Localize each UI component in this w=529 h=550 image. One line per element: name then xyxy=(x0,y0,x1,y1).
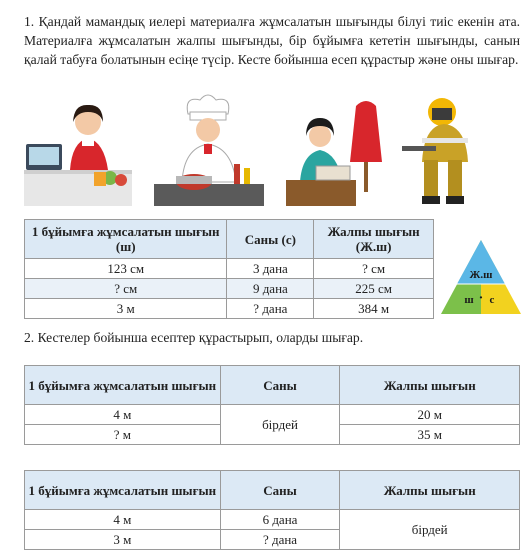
pyramid-dot: · xyxy=(478,291,484,306)
cell: 123 см xyxy=(25,259,227,279)
seamstress-illustration xyxy=(286,92,396,207)
cost-table-2 xyxy=(24,365,520,445)
header-total-cost: Жалпы шығын xyxy=(340,471,520,510)
merged-quantity-cell: бірдей xyxy=(220,405,340,445)
cell: 6 дана xyxy=(220,510,340,530)
cost-table-1 xyxy=(24,219,434,319)
table-row xyxy=(25,405,520,425)
cell: 4 м xyxy=(25,405,221,425)
cell: ? дана xyxy=(220,530,340,550)
cell: ? дана xyxy=(227,299,314,319)
header-cost-per-item: 1 бұйымға жұмсалатын шығын xyxy=(25,471,221,510)
cell: 3 м xyxy=(25,530,221,550)
profession-illustrations xyxy=(24,92,494,207)
cell: 20 м xyxy=(340,405,520,425)
cell: ? см xyxy=(25,279,227,299)
firefighter-illustration xyxy=(402,92,498,207)
cell: 3 м xyxy=(25,299,227,319)
header-quantity: Саны xyxy=(220,366,340,405)
table-row xyxy=(25,259,434,279)
pyramid-cost-label: ш xyxy=(464,294,474,306)
cell: 35 м xyxy=(340,425,520,445)
cost-table-3 xyxy=(24,470,520,550)
cell: 3 дана xyxy=(227,259,314,279)
merged-total-cell: бірдей xyxy=(340,510,520,550)
cell: 384 м xyxy=(314,299,434,319)
task-2-text: 2. Кестелер бойынша есептер құрастырып, оларды шығар. xyxy=(24,330,364,345)
header-cost-per-item: 1 бұйымға жұмсалатын шығын xyxy=(25,366,221,405)
chef-illustration xyxy=(154,92,264,207)
cashier-illustration xyxy=(24,92,134,207)
header-total-cost: Жалпы шығын xyxy=(340,366,520,405)
header-quantity: Саны xyxy=(220,471,340,510)
pyramid-quantity-label: с xyxy=(489,294,495,306)
task-1-text: 1. Қандай мамандық иелері материалға жұмсалатын шығынды білуі тиіс екенін ата. Материалға жұмсалатын жалпы шығынды, бір бұйымға кететін шығынды, санын қалай табуға болатынын есіңе түсір. Кесте бойынша есеп құрастыр және оны шығар. xyxy=(24,14,520,67)
cell: 4 м xyxy=(25,510,221,530)
cell: ? м xyxy=(25,425,221,445)
header-total-cost: Жалпы шығын (Ж.ш) xyxy=(314,220,434,259)
table-row xyxy=(25,279,434,299)
header-quantity: Саны (с) xyxy=(227,220,314,259)
cell: 9 дана xyxy=(227,279,314,299)
header-cost-per-item: 1 бұйымға жұмсалатын шығын (ш) xyxy=(25,220,227,259)
table-row xyxy=(25,510,520,530)
formula-pyramid xyxy=(441,240,521,314)
pyramid-total-label: Ж.ш xyxy=(469,269,493,281)
cell: 225 см xyxy=(314,279,434,299)
table-row xyxy=(25,299,434,319)
cell: ? см xyxy=(314,259,434,279)
